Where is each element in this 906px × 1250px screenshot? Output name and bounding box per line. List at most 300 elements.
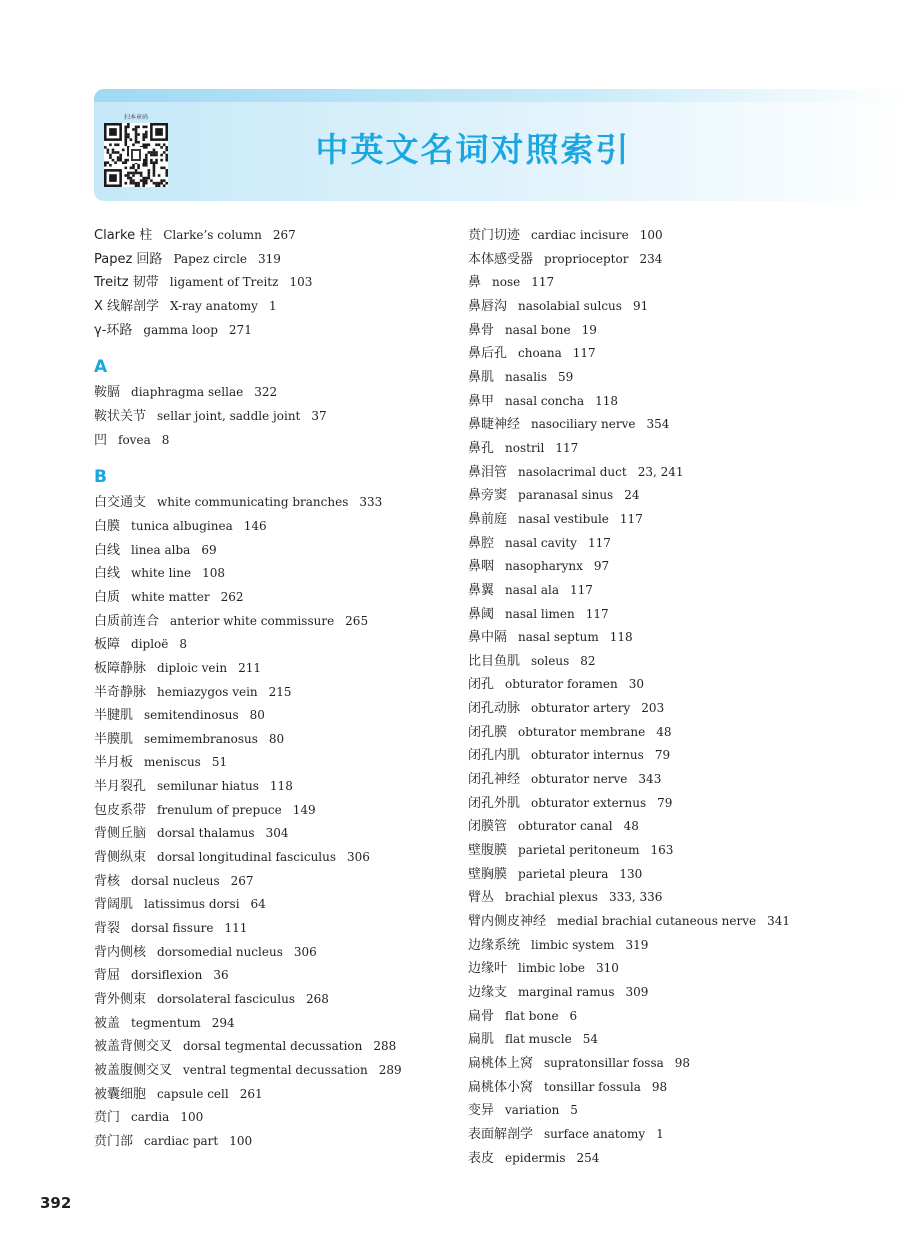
term-english: tonsillar fossula — [544, 1079, 641, 1094]
index-entry — [94, 1035, 444, 1059]
term-chinese: 比目鱼肌 — [468, 653, 521, 669]
index-column-right — [468, 224, 888, 1170]
index-entry — [94, 405, 444, 429]
term-english: dorsal nucleus — [131, 873, 220, 888]
section-spacer — [94, 452, 444, 467]
term-chinese: 鼻腔 — [468, 535, 495, 551]
index-entry — [94, 870, 444, 894]
term-english: nasolabial sulcus — [518, 298, 622, 313]
page-ref: 262 — [220, 589, 244, 604]
page-ref: 117 — [570, 582, 593, 597]
term-chinese: 鼻骨 — [468, 322, 495, 338]
index-entry — [94, 893, 444, 917]
term-chinese: 白质前连合 — [94, 613, 160, 629]
index-entry — [94, 586, 444, 610]
term-english: dorsal tegmental decussation — [183, 1039, 363, 1054]
term-english: nasal cavity — [505, 535, 577, 550]
index-entry — [468, 957, 888, 981]
index-entry — [94, 248, 444, 272]
term-english: ventral tegmental decussation — [183, 1063, 368, 1077]
page-ref: 163 — [650, 843, 674, 858]
term-english: brachial plexus — [505, 890, 598, 905]
index-entry — [468, 555, 888, 579]
page-ref: 149 — [292, 802, 316, 817]
term-english: nasal septum — [518, 630, 599, 645]
term-chinese: 鼻睫神经 — [468, 417, 521, 433]
term-english: nasalis — [505, 369, 548, 384]
term-chinese: 鼻后孔 — [468, 346, 508, 362]
index-entry — [94, 846, 444, 870]
section-letter: B — [94, 467, 107, 488]
term-chinese: Treitz 韧带 — [94, 275, 159, 291]
page-ref: 91 — [632, 298, 649, 313]
term-english: nasociliary nerve — [531, 417, 636, 432]
page-ref: 37 — [311, 408, 327, 423]
page-ref: 265 — [345, 613, 369, 628]
page-ref: 6 — [569, 1008, 578, 1023]
term-english: tunica albuginea — [131, 518, 233, 533]
term-chinese: 背阔肌 — [94, 897, 134, 913]
term-english: obturator foramen — [505, 677, 618, 692]
index-entry — [94, 1106, 444, 1130]
term-english: nose — [492, 275, 521, 290]
index-entry — [468, 721, 888, 745]
page-ref: 289 — [378, 1063, 402, 1077]
index-entry — [468, 981, 888, 1005]
term-chinese: 被盖 — [94, 1015, 121, 1031]
term-english: Papez circle — [173, 251, 248, 266]
page-ref: 36 — [213, 968, 229, 983]
term-chinese: 扁桃体上窝 — [468, 1055, 534, 1071]
term-english: hemiazygos vein — [157, 684, 258, 699]
term-english: soleus — [531, 653, 570, 668]
index-entry — [468, 910, 888, 934]
term-english: nasopharynx — [505, 559, 583, 574]
page-ref: 118 — [609, 630, 633, 645]
index-entry — [468, 579, 888, 603]
term-english: dorsal longitudinal fasciculus — [157, 850, 337, 865]
index-entry — [468, 1099, 888, 1123]
page-ref: 271 — [228, 322, 252, 337]
page-ref: 118 — [595, 393, 619, 408]
page-ref: 130 — [619, 866, 643, 881]
page-ref: 80 — [249, 708, 265, 723]
term-chinese: 被盖腹侧交叉 — [94, 1063, 173, 1078]
term-chinese: 鼻 — [468, 275, 482, 291]
term-chinese: 闭孔动脉 — [468, 701, 521, 717]
index-entry — [94, 1130, 444, 1154]
term-chinese: 壁腹膜 — [468, 843, 508, 859]
term-english: X-ray anatomy — [170, 298, 258, 313]
term-chinese: 边缘支 — [468, 985, 508, 1000]
page-ref: 8 — [161, 432, 170, 447]
term-chinese: 鼻旁窦 — [468, 488, 508, 504]
index-entry — [468, 1028, 888, 1052]
term-english: obturator membrane — [518, 724, 646, 739]
term-english: supratonsillar fossa — [544, 1055, 664, 1070]
page-ref: 98 — [651, 1079, 668, 1094]
page-ref: 111 — [224, 921, 248, 936]
index-entry — [468, 366, 888, 390]
term-english: choana — [518, 346, 562, 361]
index-entry — [468, 413, 888, 437]
page-ref: 82 — [580, 653, 596, 668]
page-ref: 203 — [641, 701, 665, 716]
page-ref: 215 — [268, 684, 292, 699]
term-chinese: 闭孔 — [468, 677, 495, 693]
term-chinese: 背外侧束 — [94, 992, 147, 1008]
term-english: obturator canal — [518, 819, 613, 834]
index-entry — [468, 508, 888, 532]
page-ref: 211 — [238, 660, 262, 675]
index-entry — [94, 224, 444, 248]
term-chinese: 鼻阈 — [468, 606, 495, 622]
term-english: white matter — [131, 589, 210, 604]
index-entry — [468, 650, 888, 674]
page-ref: 254 — [576, 1150, 600, 1165]
term-chinese: 鼻甲 — [468, 393, 495, 409]
index-entry — [468, 484, 888, 508]
term-chinese: X 线解剖学 — [94, 298, 160, 314]
term-chinese: Clarke 柱 — [94, 228, 153, 243]
index-entry — [468, 1052, 888, 1076]
page-ref: 5 — [570, 1103, 578, 1118]
term-english: semilunar hiatus — [157, 779, 259, 794]
page-ref: 117 — [585, 606, 609, 621]
page-ref: 288 — [373, 1039, 397, 1054]
page-ref: 23, 241 — [637, 464, 684, 479]
page-ref: 310 — [595, 961, 619, 976]
term-english: nasal vestibule — [518, 511, 609, 526]
term-chinese: 白线 — [94, 542, 121, 558]
index-entry — [468, 839, 888, 863]
term-english: nasal ala — [505, 582, 560, 597]
page-ref: 234 — [639, 251, 663, 266]
term-chinese: 半腱肌 — [94, 708, 134, 724]
page-ref: 341 — [767, 914, 791, 929]
term-english: white communicating branches — [157, 495, 349, 510]
section-letter: A — [94, 357, 108, 378]
term-english: dorsal thalamus — [157, 826, 255, 841]
term-english: semitendinosus — [144, 708, 239, 723]
term-english: nasal concha — [505, 393, 585, 408]
index-entry — [468, 603, 888, 627]
term-chinese: 鞍膈 — [94, 385, 121, 401]
term-chinese: 鼻肌 — [468, 369, 495, 385]
term-english: obturator externus — [531, 795, 647, 810]
page-ref: 24 — [624, 488, 640, 503]
index-entry — [468, 271, 888, 295]
index-entry — [468, 768, 888, 792]
index-entry — [94, 271, 444, 295]
page-ref: 103 — [289, 275, 313, 290]
term-chinese: 臂内侧皮神经 — [468, 914, 547, 930]
term-english: cardiac part — [144, 1133, 219, 1148]
term-english: dorsal fissure — [131, 921, 214, 936]
term-english: dorsiflexion — [131, 968, 203, 983]
index-entry — [468, 886, 888, 910]
page-ref: 108 — [202, 566, 226, 581]
page-ref: 261 — [239, 1086, 263, 1101]
index-entry — [94, 681, 444, 705]
term-chinese: 鼻孔 — [468, 440, 495, 456]
index-entry — [468, 744, 888, 768]
index-entry — [468, 1005, 888, 1029]
term-english: proprioceptor — [544, 251, 629, 266]
index-entry — [468, 390, 888, 414]
term-english: parietal pleura — [518, 866, 609, 881]
term-chinese: 鼻中隔 — [468, 630, 508, 646]
page-ref: 333 — [359, 495, 383, 510]
page-ref: 267 — [230, 873, 254, 888]
index-entry — [468, 248, 888, 272]
term-english: frenulum of prepuce — [157, 802, 282, 817]
term-english: obturator internus — [531, 748, 644, 763]
page-ref: 97 — [593, 559, 610, 574]
page-ref: 322 — [254, 385, 278, 400]
index-entry — [94, 1083, 444, 1107]
page-ref: 54 — [582, 1032, 599, 1047]
term-english: cardiac incisure — [531, 228, 629, 242]
term-chinese: 表面解剖学 — [468, 1126, 534, 1142]
term-chinese: 本体感受器 — [468, 251, 534, 267]
section-spacer — [94, 342, 444, 357]
index-entry — [94, 319, 444, 343]
index-entry — [94, 610, 444, 634]
term-english: dorsolateral fasciculus — [157, 992, 295, 1007]
term-english: Clarke’s column — [163, 228, 262, 242]
term-chinese: 被囊细胞 — [94, 1086, 147, 1102]
page-ref: 1 — [656, 1126, 664, 1141]
index-entry — [94, 799, 444, 823]
banner-strip — [94, 89, 906, 102]
term-chinese: 背核 — [94, 873, 121, 889]
term-chinese: 壁胸膜 — [468, 866, 508, 882]
page-ref: 117 — [587, 535, 611, 550]
page-ref: 48 — [623, 819, 639, 834]
page-ref: 19 — [581, 322, 597, 337]
term-english: sellar joint, saddle joint — [157, 408, 301, 423]
term-english: parietal peritoneum — [518, 843, 640, 858]
term-english: fovea — [118, 432, 151, 447]
term-chinese: 半月裂孔 — [94, 779, 147, 795]
index-entry — [94, 775, 444, 799]
page-ref: 1 — [268, 298, 277, 313]
index-entry — [468, 437, 888, 461]
index-entry — [468, 863, 888, 887]
page-ref: 268 — [306, 992, 329, 1007]
index-entry — [468, 792, 888, 816]
term-chinese: 背裂 — [94, 921, 121, 937]
term-english: paranasal sinus — [518, 488, 614, 503]
term-chinese: 贲门 — [94, 1110, 121, 1126]
term-english: nasolacrimal duct — [518, 464, 627, 479]
page-ref: 79 — [657, 795, 673, 810]
index-entry — [468, 1076, 888, 1100]
term-chinese: 板障 — [94, 637, 121, 653]
term-chinese: 鼻泪管 — [468, 464, 508, 480]
page-ref: 343 — [638, 772, 662, 787]
page-ref: 294 — [211, 1015, 235, 1030]
page-ref: 306 — [347, 850, 370, 865]
index-entry — [468, 319, 888, 343]
term-chinese: 鞍状关节 — [94, 408, 147, 424]
page-ref: 306 — [293, 944, 317, 959]
term-chinese: 闭膜管 — [468, 819, 508, 835]
term-english: limbic system — [531, 937, 615, 952]
term-english: anterior white commissure — [170, 613, 335, 628]
term-english: diploic vein — [157, 660, 228, 675]
term-chinese: 表皮 — [468, 1150, 495, 1166]
page-ref: 304 — [265, 826, 289, 841]
term-english: nasal bone — [505, 322, 571, 337]
index-entry — [94, 941, 444, 965]
term-english: surface anatomy — [544, 1126, 646, 1141]
term-english: nostril — [505, 440, 545, 455]
term-chinese: 扁骨 — [468, 1008, 495, 1024]
index-entry — [94, 1059, 444, 1083]
index-entry — [94, 988, 444, 1012]
term-english: flat bone — [505, 1008, 559, 1023]
page-ref: 80 — [268, 731, 285, 746]
index-entry — [468, 626, 888, 650]
term-english: flat muscle — [505, 1032, 572, 1047]
page-ref: 117 — [619, 511, 643, 526]
index-entry — [468, 697, 888, 721]
term-chinese: 闭孔膜 — [468, 724, 508, 740]
index-entry — [94, 515, 444, 539]
index-entry — [468, 295, 888, 319]
term-english: variation — [505, 1103, 560, 1118]
term-chinese: 闭孔神经 — [468, 772, 521, 788]
index-entry — [94, 539, 444, 563]
page-ref: 59 — [558, 369, 574, 384]
page-ref: 51 — [211, 755, 228, 770]
page-ref: 117 — [531, 275, 555, 290]
index-entry — [94, 1012, 444, 1036]
term-chinese: 背侧丘脑 — [94, 826, 147, 842]
term-chinese: 变异 — [468, 1103, 495, 1119]
term-english: obturator artery — [531, 701, 631, 716]
term-english: epidermis — [505, 1150, 566, 1165]
page-ref: 319 — [258, 251, 281, 266]
term-chinese: γ-环路 — [94, 322, 133, 338]
term-chinese: Papez 回路 — [94, 251, 163, 267]
index-entry — [468, 673, 888, 697]
term-chinese: 半膜肌 — [94, 731, 134, 747]
page-ref: 64 — [250, 897, 266, 912]
term-english: diploë — [131, 637, 169, 652]
page-ref: 100 — [180, 1110, 204, 1125]
term-english: meniscus — [144, 755, 201, 770]
index-entry — [94, 562, 444, 586]
index-column-left — [94, 224, 444, 1154]
page-ref: 118 — [269, 779, 293, 794]
index-entry — [94, 728, 444, 752]
page-ref: 267 — [272, 228, 296, 242]
term-english: white line — [131, 566, 192, 581]
index-entry — [468, 461, 888, 485]
page-title: 中英文名词对照索引 — [315, 130, 631, 169]
index-entry — [94, 381, 444, 405]
term-chinese: 板障静脉 — [94, 660, 147, 676]
term-chinese: 白线 — [94, 566, 121, 582]
term-chinese: 闭孔内肌 — [468, 748, 521, 764]
index-entry — [468, 1147, 888, 1171]
page-ref: 48 — [656, 724, 672, 739]
page-ref: 319 — [625, 937, 649, 952]
term-english: nasal limen — [505, 606, 575, 621]
term-english: capsule cell — [157, 1086, 229, 1101]
term-english: linea alba — [131, 542, 191, 557]
index-entry — [468, 342, 888, 366]
page-number: 392 — [40, 1194, 72, 1212]
term-english: gamma loop — [143, 322, 218, 337]
page-ref: 333, 336 — [608, 890, 663, 905]
term-chinese: 鼻咽 — [468, 559, 495, 575]
term-chinese: 扁桃体小窝 — [468, 1079, 534, 1095]
page-ref: 69 — [201, 542, 217, 557]
term-chinese: 鼻前庭 — [468, 511, 508, 527]
index-entry — [94, 657, 444, 681]
term-english: ligament of Treitz — [169, 275, 279, 290]
index-entry — [468, 532, 888, 556]
index-entry — [94, 751, 444, 775]
term-chinese: 臂丛 — [468, 890, 495, 906]
index-entry — [94, 633, 444, 657]
term-english: diaphragma sellae — [131, 385, 244, 400]
index-entry — [468, 224, 888, 248]
term-chinese: 扁肌 — [468, 1032, 495, 1048]
term-english: limbic lobe — [518, 961, 585, 976]
term-english: tegmentum — [131, 1015, 201, 1030]
term-chinese: 半奇静脉 — [94, 684, 147, 700]
index-entry — [468, 1123, 888, 1147]
page-ref: 79 — [654, 748, 671, 763]
index-entry — [468, 934, 888, 958]
term-chinese: 白交通支 — [94, 495, 147, 511]
term-chinese: 鼻唇沟 — [468, 298, 508, 314]
term-chinese: 白质 — [94, 589, 121, 605]
term-english: obturator nerve — [531, 772, 628, 787]
index-entry — [94, 964, 444, 988]
term-chinese: 凹 — [94, 432, 108, 448]
page-ref: 146 — [243, 518, 267, 533]
index-entry — [468, 815, 888, 839]
page-ref: 8 — [179, 637, 188, 652]
term-chinese: 贲门部 — [94, 1133, 134, 1149]
term-english: medial brachial cutaneous nerve — [557, 914, 757, 929]
page-ref: 100 — [639, 228, 663, 242]
index-entry — [94, 491, 444, 515]
page-ref: 117 — [572, 346, 596, 361]
term-english: cardia — [131, 1110, 170, 1125]
term-english: latissimus dorsi — [144, 897, 240, 912]
page-ref: 117 — [555, 440, 579, 455]
page-ref: 354 — [646, 417, 670, 432]
index-entry — [94, 429, 444, 453]
term-chinese: 半月板 — [94, 755, 134, 771]
term-chinese: 闭孔外肌 — [468, 795, 521, 811]
index-entry — [94, 822, 444, 846]
term-english: semimembranosus — [144, 731, 258, 746]
term-chinese: 背屈 — [94, 968, 121, 984]
index-entry — [94, 295, 444, 319]
page-ref: 98 — [674, 1055, 691, 1070]
index-entry — [94, 704, 444, 728]
term-chinese: 鼻翼 — [468, 582, 495, 598]
term-chinese: 边缘系统 — [468, 937, 521, 953]
